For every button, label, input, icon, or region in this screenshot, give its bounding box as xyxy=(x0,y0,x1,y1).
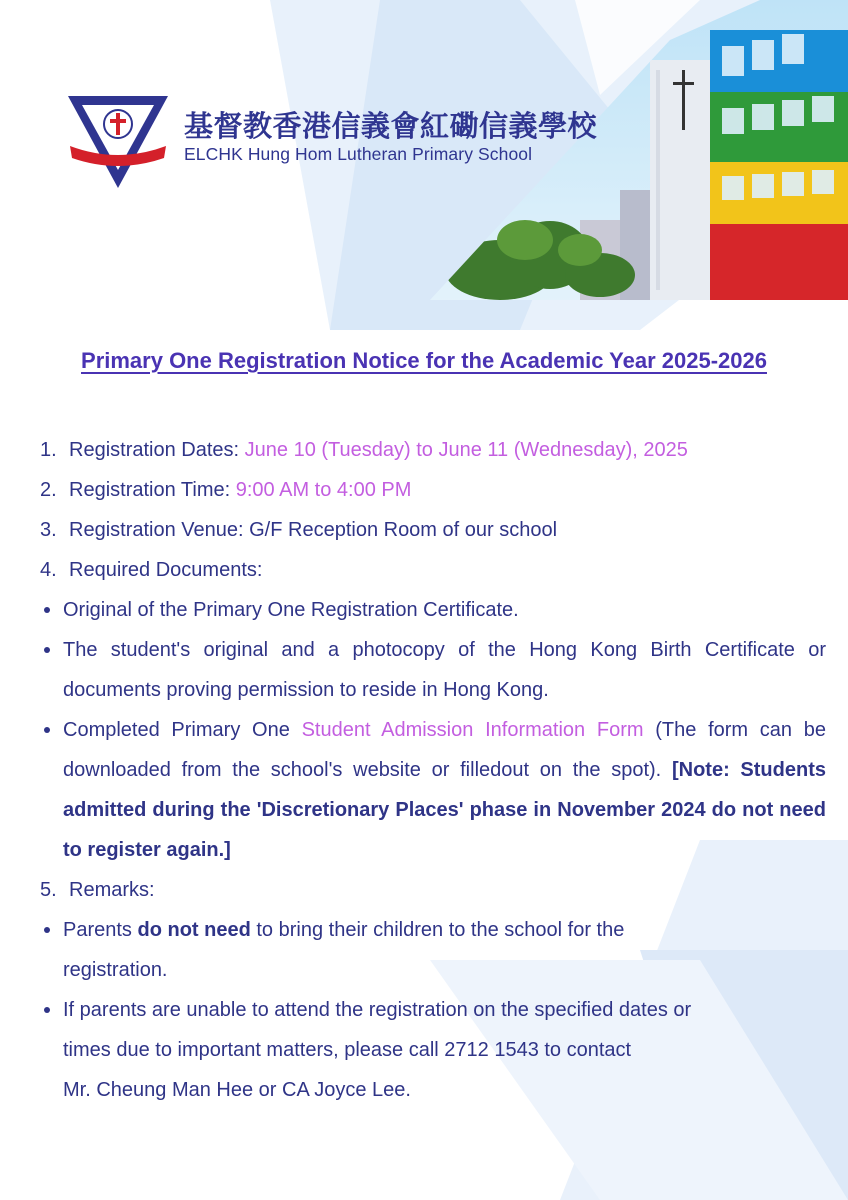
notice-title: Primary One Registration Notice for the Academic Year 2025-2026 xyxy=(81,348,767,373)
document-certificate: Original of the Primary One Registration Certificate. xyxy=(40,590,826,630)
document-birth-certificate: The student's original and a photocopy of the Hong Kong Birth Certificate or documents proving permission to reside in Hong Kong. xyxy=(40,630,826,710)
admission-form-name: Student Admission Information Form xyxy=(301,719,644,741)
item-registration-time xyxy=(40,470,826,510)
remark-contact xyxy=(40,990,826,1110)
remark-text-line2: registration. xyxy=(63,959,168,981)
item-registration-venue xyxy=(40,510,826,550)
item-number: 5. xyxy=(40,879,57,901)
remark-text-2: to bring their children to the school for the xyxy=(250,919,625,941)
remark-contact-line2: times due to important matters, please call 2712 1543 to contact xyxy=(63,1039,632,1061)
item-required-documents xyxy=(40,550,826,590)
item-label: Registration Dates: xyxy=(69,439,245,461)
item-number: 3. xyxy=(40,519,57,541)
school-logo-header xyxy=(66,94,626,194)
remark-contact-line1: If parents are unable to attend the registration on the specified dates or xyxy=(63,999,692,1021)
document-admission-form xyxy=(40,710,826,870)
item-label: Registration Venue: G/F Reception Room of our school xyxy=(69,519,558,541)
item-registration-dates xyxy=(40,430,826,470)
document-admission-form-text: Completed Primary One xyxy=(63,719,302,741)
item-label: Registration Time: xyxy=(69,479,236,501)
remark-text: Parents xyxy=(63,919,138,941)
item-number: 4. xyxy=(40,559,57,581)
remark-contact-line3: Mr. Cheung Man Hee or CA Joyce Lee. xyxy=(63,1079,411,1101)
item-value: 9:00 AM to 4:00 PM xyxy=(235,479,412,501)
item-remarks xyxy=(40,870,826,910)
item-number: 1. xyxy=(40,439,57,461)
item-label: Remarks: xyxy=(69,879,155,901)
school-name-chinese: 基督教香港信義會紅磡信義學校 xyxy=(184,109,598,143)
item-label: Required Documents: xyxy=(69,559,263,581)
item-value: June 10 (Tuesday) to June 11 (Wednesday), 2025 xyxy=(244,439,688,461)
remark-emphasis: do not need xyxy=(137,919,251,941)
school-emblem-icon xyxy=(66,94,170,190)
item-number: 2. xyxy=(40,479,57,501)
document-admission-form-text-2: (The form can be downloaded from the school's website or filledout on the spot). xyxy=(63,719,827,781)
school-name-english: ELCHK Hung Hom Lutheran Primary School xyxy=(184,144,533,164)
remark-no-children xyxy=(40,910,826,990)
notice-content xyxy=(40,430,826,1110)
discretionary-places-note: [Note: Students admitted during the 'Discretionary Places' phase in November 2024 do not need to register again.] xyxy=(63,759,826,861)
